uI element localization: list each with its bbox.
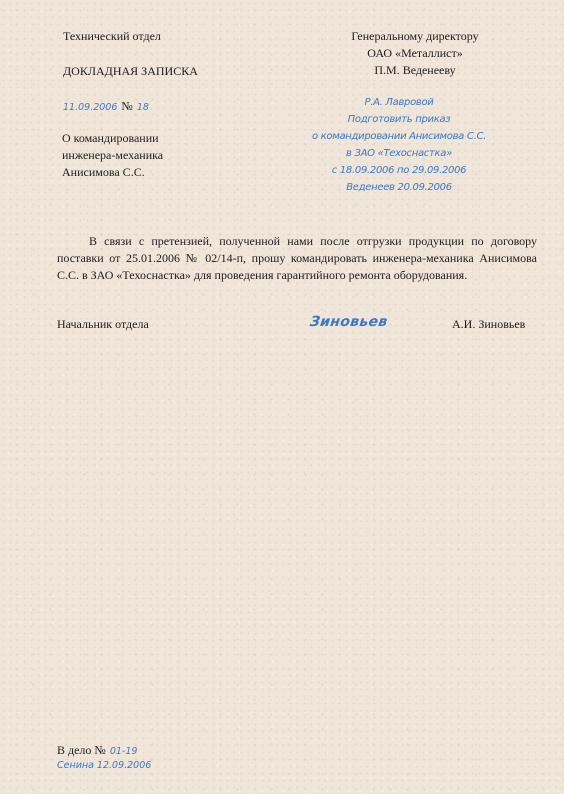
recipient-block [330, 28, 500, 79]
subject-line: Анисимова С.С. [62, 165, 145, 179]
body-paragraph: В связи с претензией, полученной нами после отгрузки продукции по договору поставки от 25.01.2006 № 02/14-п, прошу командировать инженера-механика Анисимова С.С. в ЗАО «Техоснастка» для проведения гарантийного ремонта оборудования. [57, 234, 537, 282]
recipient-line: ОАО «Металлист» [367, 46, 463, 60]
registration-number: 18 [136, 102, 149, 113]
resolution-line: о командировании Анисимова С.С. [311, 131, 487, 142]
handwritten-signature: Зиновьев [308, 314, 389, 330]
registration-date: 11.09.2006 [63, 102, 118, 113]
subject-block [62, 130, 163, 181]
file-label: В дело № [57, 743, 106, 757]
file-line [57, 741, 137, 759]
registration-line [63, 97, 149, 115]
resolution-block [308, 94, 490, 196]
subject-line: инженера-механика [62, 148, 164, 162]
resolution-line: Р.А. Лавровой [364, 97, 434, 108]
recipient-line: П.М. Веденееву [374, 63, 456, 77]
subject-line: О командировании [62, 131, 159, 145]
signer-name: А.И. Зиновьев [452, 317, 526, 331]
department-name: Технический отдел [63, 29, 161, 43]
resolution-line: Веденеев 20.09.2006 [346, 182, 452, 193]
resolution-line: Подготовить приказ [347, 114, 451, 125]
file-number: 01-19 [109, 746, 138, 757]
document-type-title: ДОКЛАДНАЯ ЗАПИСКА [63, 64, 198, 78]
resolution-line: с 18.09.2006 по 29.09.2006 [331, 165, 467, 176]
number-label: № [121, 99, 133, 113]
file-note: Сенина 12.09.2006 [57, 760, 152, 771]
resolution-line: в ЗАО «Техоснастка» [346, 148, 452, 159]
signer-position: Начальник отдела [57, 317, 149, 331]
recipient-line: Генеральному директору [351, 29, 479, 43]
